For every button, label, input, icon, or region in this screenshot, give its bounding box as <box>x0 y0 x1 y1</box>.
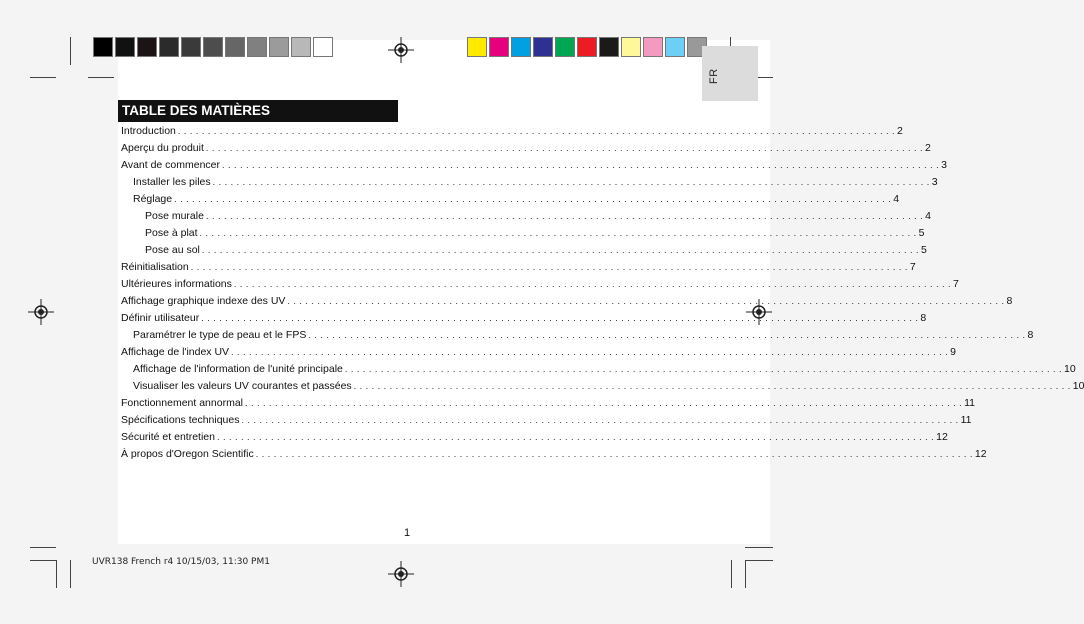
toc-entry <box>118 295 1013 311</box>
toc-entry <box>118 414 972 430</box>
toc-entry-title: Réinitialisation <box>121 261 189 273</box>
toc-leader-dots: . . . . . . . . . . . . . . . . . . . . . . . . . . . . . . . . . . . . . . . . . . . . . . . . . . . . . . . . . . . . . . . . . . . . . . . . . . . . . . . . . . . . . . . . . . . . . . . . . . . . . . . . . . . . . . . . . . . . . . . . <box>245 398 963 408</box>
toc-leader-dots: . . . . . . . . . . . . . . . . . . . . . . . . . . . . . . . . . . . . . . . . . . . . . . . . . . . . . . . . . . . . . . . . . . . . . . . . . . . . . . . . . . . . . . . . . . . . . . . . . . . . . . . . . . . . . . . . . . . . . . . . <box>177 126 895 136</box>
color-swatch <box>555 37 575 57</box>
toc-entry <box>118 397 976 413</box>
toc-entry <box>118 363 1076 379</box>
toc-entry-page: 8 <box>1006 295 1013 307</box>
color-calibration-bars <box>467 37 709 57</box>
toc-leader-dots: . . . . . . . . . . . . . . . . . . . . . . . . . . . . . . . . . . . . . . . . . . . . . . . . . . . . . . . . . . . . . . . . . . . . . . . . . . . . . . . . . . . . . . . . . . . . . . . . . . . . . . . . . . . . . . . . . . . . . . . . <box>233 279 952 289</box>
toc-entry <box>118 159 947 175</box>
toc-entry-page: 4 <box>893 193 900 205</box>
toc-entry <box>118 227 925 243</box>
toc-entry <box>118 312 927 328</box>
toc-entry <box>118 380 1084 396</box>
color-swatch <box>313 37 333 57</box>
toc-leader-dots: . . . . . . . . . . . . . . . . . . . . . . . . . . . . . . . . . . . . . . . . . . . . . . . . . . . . . . . . . . . . . . . . . . . . . . . . . . . . . . . . . . . . . . . . . . . . . . . . . . . . . . . . . . . . . . . . . . . . . . . . <box>255 449 973 459</box>
toc-entry-page: 8 <box>1027 329 1034 341</box>
toc-entry-page: 5 <box>918 227 925 239</box>
toc-entry-page: 10 <box>1072 380 1084 392</box>
toc-entry-page: 2 <box>925 142 931 154</box>
color-swatch <box>467 37 487 57</box>
color-swatch <box>577 37 597 57</box>
toc-leader-dots: . . . . . . . . . . . . . . . . . . . . . . . . . . . . . . . . . . . . . . . . . . . . . . . . . . . . . . . . . . . . . . . . . . . . . . . . . . . . . . . . . . . . . . . . . . . . . . . . . . . . . . . . . . . . . . . . . . . . . . . . <box>308 330 1026 340</box>
registration-mark-icon <box>28 299 54 325</box>
toc-entry-page: 11 <box>960 414 972 426</box>
color-swatch <box>269 37 289 57</box>
toc-entry-page: 7 <box>909 261 916 273</box>
toc-leader-dots: . . . . . . . . . . . . . . . . . . . . . . . . . . . . . . . . . . . . . . . . . . . . . . . . . . . . . . . . . . . . . . . . . . . . . . . . . . . . . . . . . . . . . . . . . . . . . . . . . . . . . . . . . . . . . . . . . . . . . . . . <box>344 364 1062 374</box>
gray-calibration-bars <box>93 37 335 57</box>
color-swatch <box>159 37 179 57</box>
color-swatch <box>137 37 157 57</box>
toc-leader-dots: . . . . . . . . . . . . . . . . . . . . . . . . . . . . . . . . . . . . . . . . . . . . . . . . . . . . . . . . . . . . . . . . . . . . . . . . . . . . . . . . . . . . . . . . . . . . . . . . . . . . . . . . . . . . . . . . . . . . . . . . <box>205 143 924 153</box>
color-swatch <box>203 37 223 57</box>
toc-leader-dots: . . . . . . . . . . . . . . . . . . . . . . . . . . . . . . . . . . . . . . . . . . . . . . . . . . . . . . . . . . . . . . . . . . . . . . . . . . . . . . . . . . . . . . . . . . . . . . . . . . . . . . . . . . . . . . . . . . . . . . . . <box>241 415 959 425</box>
toc-leader-dots: . . . . . . . . . . . . . . . . . . . . . . . . . . . . . . . . . . . . . . . . . . . . . . . . . . . . . . . . . . . . . . . . . . . . . . . . . . . . . . . . . . . . . . . . . . . . . . . . . . . . . . . . . . . . . . . . . . . . . . . . <box>201 245 919 255</box>
toc-entry-title: Affichage de l'index UV <box>121 346 230 358</box>
toc-entry-title: Pose à plat <box>145 227 198 239</box>
color-swatch <box>511 37 531 57</box>
toc-leader-dots: . . . . . . . . . . . . . . . . . . . . . . . . . . . . . . . . . . . . . . . . . . . . . . . . . . . . . . . . . . . . . . . . . . . . . . . . . . . . . . . . . . . . . . . . . . . . . . . . . . . . . . . . . . . . . . . . . . . . . . . . <box>190 262 908 272</box>
toc-entry <box>118 261 916 277</box>
slug-line: UVR138 French r4 10/15/03, 11:30 PM1 <box>92 557 270 567</box>
toc-entry-title: Avant de commencer <box>121 159 221 171</box>
color-swatch <box>533 37 553 57</box>
color-swatch <box>115 37 135 57</box>
language-tab-label: FR <box>708 68 720 84</box>
toc-entry-title: Sécurité et entretien <box>121 431 215 443</box>
color-swatch <box>621 37 641 57</box>
toc-entry-page: 5 <box>921 244 927 256</box>
toc-entry-page: 7 <box>953 278 959 290</box>
toc-entry-title: Ultérieures informations <box>121 278 232 290</box>
toc-entry-title: Spécifications techniques <box>121 414 240 426</box>
color-swatch <box>291 37 311 57</box>
toc-entry <box>118 125 903 141</box>
page-number: 1 <box>404 527 411 539</box>
toc-title: TABLE DES MATIÈRES <box>118 100 398 122</box>
toc-entry-title: Pose au sol <box>145 244 200 256</box>
toc-entry-page: 12 <box>974 448 987 460</box>
toc-entry-page: 3 <box>941 159 947 171</box>
toc-entry-title: Définir utilisateur <box>121 312 200 324</box>
toc-entry <box>118 431 948 447</box>
toc-leader-dots: . . . . . . . . . . . . . . . . . . . . . . . . . . . . . . . . . . . . . . . . . . . . . . . . . . . . . . . . . . . . . . . . . . . . . . . . . . . . . . . . . . . . . . . . . . . . . . . . . . . . . . . . . . . . . . . . . . . . . . . . <box>205 211 924 221</box>
color-swatch <box>665 37 685 57</box>
color-swatch <box>225 37 245 57</box>
toc-entry-title: Affichage de l'information de l'unité principale <box>133 363 343 375</box>
toc-entry-title: Visualiser les valeurs UV courantes et passées <box>133 380 352 392</box>
color-swatch <box>489 37 509 57</box>
toc-entry-title: Fonctionnement annormal <box>121 397 243 409</box>
toc-entry-page: 8 <box>920 312 927 324</box>
toc-entry-page: 3 <box>931 176 938 188</box>
toc-leader-dots: . . . . . . . . . . . . . . . . . . . . . . . . . . . . . . . . . . . . . . . . . . . . . . . . . . . . . . . . . . . . . . . . . . . . . . . . . . . . . . . . . . . . . . . . . . . . . . . . . . . . . . . . . . . . . . . . . . . . . . . . <box>216 432 935 442</box>
toc-entry-title: Aperçu du produit <box>121 142 204 154</box>
toc-leader-dots: . . . . . . . . . . . . . . . . . . . . . . . . . . . . . . . . . . . . . . . . . . . . . . . . . . . . . . . . . . . . . . . . . . . . . . . . . . . . . . . . . . . . . . . . . . . . . . . . . . . . . . . . . . . . . . . . . . . . . . . . <box>231 347 949 357</box>
toc-entry-title: Paramétrer le type de peau et le FPS <box>133 329 307 341</box>
toc-leader-dots: . . . . . . . . . . . . . . . . . . . . . . . . . . . . . . . . . . . . . . . . . . . . . . . . . . . . . . . . . . . . . . . . . . . . . . . . . . . . . . . . . . . . . . . . . . . . . . . . . . . . . . . . . . . . . . . . . . . . . . . . <box>287 296 1005 306</box>
toc-entry-page: 11 <box>964 397 976 409</box>
color-swatch <box>643 37 663 57</box>
toc-entry <box>118 193 900 209</box>
toc-leader-dots: . . . . . . . . . . . . . . . . . . . . . . . . . . . . . . . . . . . . . . . . . . . . . . . . . . . . . . . . . . . . . . . . . . . . . . . . . . . . . . . . . . . . . . . . . . . . . . . . . . . . . . . . . . . . . . . . . . . . . . . . <box>212 177 930 187</box>
toc-entry-title: Affichage graphique indexe des UV <box>121 295 286 307</box>
registration-mark-icon <box>388 561 414 587</box>
toc-entry <box>118 142 931 158</box>
toc-leader-dots: . . . . . . . . . . . . . . . . . . . . . . . . . . . . . . . . . . . . . . . . . . . . . . . . . . . . . . . . . . . . . . . . . . . . . . . . . . . . . . . . . . . . . . . . . . . . . . . . . . . . . . . . . . . . . . . . . . . . . . . . <box>222 160 940 170</box>
toc-leader-dots: . . . . . . . . . . . . . . . . . . . . . . . . . . . . . . . . . . . . . . . . . . . . . . . . . . . . . . . . . . . . . . . . . . . . . . . . . . . . . . . . . . . . . . . . . . . . . . . . . . . . . . . . . . . . . . . . . . . . . . . . <box>201 313 919 323</box>
toc-entry <box>118 176 938 192</box>
toc-entry-title: Pose murale <box>145 210 204 222</box>
color-swatch <box>93 37 113 57</box>
toc-leader-dots: . . . . . . . . . . . . . . . . . . . . . . . . . . . . . . . . . . . . . . . . . . . . . . . . . . . . . . . . . . . . . . . . . . . . . . . . . . . . . . . . . . . . . . . . . . . . . . . . . . . . . . . . . . . . . . . . . . . . . . . . <box>199 228 917 238</box>
registration-mark-icon <box>388 37 414 63</box>
toc-entry-title: À propos d'Oregon Scientific <box>121 448 254 460</box>
toc-leader-dots: . . . . . . . . . . . . . . . . . . . . . . . . . . . . . . . . . . . . . . . . . . . . . . . . . . . . . . . . . . . . . . . . . . . . . . . . . . . . . . . . . . . . . . . . . . . . . . . . . . . . . . . . . . . . . . . . . . . . . . . . <box>353 381 1071 391</box>
toc-entry-title: Introduction <box>121 125 176 137</box>
toc-entry-page: 4 <box>925 210 931 222</box>
color-swatch <box>247 37 267 57</box>
toc-entry <box>118 244 927 260</box>
color-swatch <box>181 37 201 57</box>
toc-entry-title: Installer les piles <box>133 176 211 188</box>
toc-entry <box>118 329 1034 345</box>
color-swatch <box>599 37 619 57</box>
language-tab <box>702 46 758 101</box>
toc-entry <box>118 448 987 464</box>
toc-entry-page: 12 <box>936 431 948 443</box>
toc-entry <box>118 278 959 294</box>
toc-entry-page: 9 <box>950 346 957 358</box>
toc-entry-page: 2 <box>897 125 903 137</box>
toc-leader-dots: . . . . . . . . . . . . . . . . . . . . . . . . . . . . . . . . . . . . . . . . . . . . . . . . . . . . . . . . . . . . . . . . . . . . . . . . . . . . . . . . . . . . . . . . . . . . . . . . . . . . . . . . . . . . . . . . . . . . . . . . <box>174 194 892 204</box>
toc-entry-title: Réglage <box>133 193 173 205</box>
toc-entry <box>118 346 957 362</box>
toc-entry <box>118 210 931 226</box>
toc-entry-page: 10 <box>1064 363 1076 375</box>
